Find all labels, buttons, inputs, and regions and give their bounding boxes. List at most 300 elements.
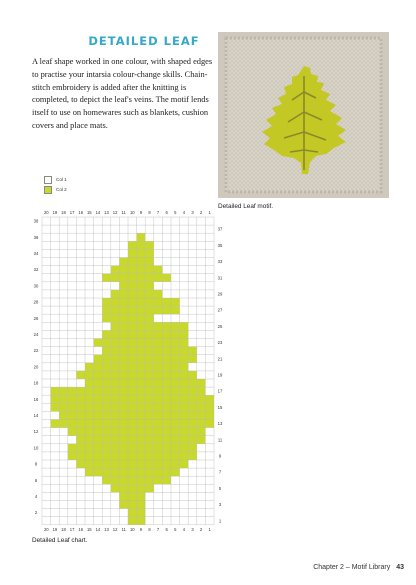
chart-cell	[85, 420, 94, 428]
chart-cell	[102, 379, 111, 387]
chart-cell	[119, 363, 128, 371]
chart-cell	[188, 355, 197, 363]
chart-cell	[102, 274, 111, 282]
chart-row-label-right: 21	[217, 356, 223, 362]
chart-cell	[111, 387, 120, 395]
chart-cell	[145, 436, 154, 444]
chart-cell	[171, 420, 180, 428]
chart-cell	[102, 420, 111, 428]
chart-cell	[162, 274, 171, 282]
chart-column-label-top: 2	[199, 210, 203, 215]
chart-cell	[119, 330, 128, 338]
chart-cell	[145, 403, 154, 411]
chart-cell	[111, 379, 120, 387]
chart-cell	[171, 322, 180, 330]
chart-cell	[94, 436, 103, 444]
chart-cell	[180, 444, 189, 452]
photo-caption: Detailed Leaf motif.	[218, 203, 274, 210]
chart-row-label-left: 32	[33, 267, 39, 273]
chart-column-label-top: 7	[156, 210, 160, 215]
chart-row-label-right: 5	[218, 485, 222, 491]
chart-cell	[119, 355, 128, 363]
chart-cell	[128, 517, 137, 525]
chart-cell	[180, 387, 189, 395]
legend-label-col1: Col 1	[56, 177, 67, 182]
chart-cell	[154, 468, 163, 476]
chart-cell	[180, 420, 189, 428]
chart-cell	[128, 403, 137, 411]
chart-cell	[85, 379, 94, 387]
chart-cell	[137, 322, 146, 330]
chart-cell	[137, 395, 146, 403]
chart-cell	[51, 420, 60, 428]
chart-cell	[137, 282, 146, 290]
chart-column-label-bottom: 5	[174, 526, 177, 532]
chart-cell	[154, 460, 163, 468]
chart-column-label-bottom: 19	[52, 526, 58, 532]
chart-cell	[137, 444, 146, 452]
chart-column-label-top: 5	[174, 210, 177, 215]
chart-cell	[171, 468, 180, 476]
chart-cell	[162, 436, 171, 444]
chart-cell	[188, 347, 197, 355]
page-footer	[313, 564, 404, 571]
chart-cell	[171, 330, 180, 338]
chart-cell	[102, 330, 111, 338]
chart-cell	[154, 420, 163, 428]
chart-row-label-left: 18	[33, 380, 39, 386]
chart-cell	[119, 411, 128, 419]
chart-cell	[180, 322, 189, 330]
chart-cell	[154, 444, 163, 452]
chart-column-label-bottom: 16	[78, 526, 84, 532]
chart-cell	[94, 460, 103, 468]
chart-cell	[111, 403, 120, 411]
chart-cell	[162, 428, 171, 436]
chart-cell	[94, 395, 103, 403]
chart-cell	[154, 403, 163, 411]
chart-cell	[128, 395, 137, 403]
chart-cell	[111, 484, 120, 492]
chart-cell	[137, 274, 146, 282]
chart-column-label-top: 14	[95, 210, 101, 215]
chart-cell	[102, 444, 111, 452]
chart-cell	[94, 403, 103, 411]
chart-cell	[111, 476, 120, 484]
chart-cell	[171, 428, 180, 436]
chart-cell	[145, 379, 154, 387]
chart-cell	[137, 298, 146, 306]
chart-row-label-right: 19	[217, 372, 223, 378]
chart-cell	[111, 452, 120, 460]
chart-cell	[145, 266, 154, 274]
chart-column-label-bottom: 10	[129, 526, 135, 532]
chart-cell	[102, 395, 111, 403]
chart-cell	[205, 420, 214, 428]
chart-cell	[137, 314, 146, 322]
chart-row-label-right: 1	[218, 518, 222, 524]
chart-cell	[102, 460, 111, 468]
chart-cell	[111, 411, 120, 419]
chart-cell	[119, 290, 128, 298]
chart-cell	[145, 314, 154, 322]
chart-cell	[205, 395, 214, 403]
chart-cell	[119, 484, 128, 492]
chart-cell	[145, 428, 154, 436]
chart-cell	[76, 428, 85, 436]
chart-cell	[111, 330, 120, 338]
chart-row-label-left: 10	[33, 445, 39, 451]
chart-cell	[76, 387, 85, 395]
chart-cell	[119, 460, 128, 468]
chart-cell	[94, 339, 103, 347]
chart-cell	[154, 363, 163, 371]
chart-cell	[94, 355, 103, 363]
chart-cell	[94, 387, 103, 395]
chart-cell	[128, 249, 137, 257]
chart-cell	[68, 420, 77, 428]
chart-row-label-left: 22	[33, 348, 39, 354]
chart-cell	[68, 387, 77, 395]
chart-cell	[171, 339, 180, 347]
chart-cell	[128, 266, 137, 274]
chart-cell	[145, 249, 154, 257]
chart-row-label-left: 34	[33, 250, 39, 256]
chart-cell	[137, 468, 146, 476]
chart-cell	[188, 403, 197, 411]
chart-cell	[128, 420, 137, 428]
chart-cell	[128, 460, 137, 468]
chart-cell	[76, 403, 85, 411]
chart-cell	[162, 452, 171, 460]
chart-column-label-bottom: 12	[112, 526, 118, 532]
chart-cell	[111, 468, 120, 476]
chart-cell	[111, 339, 120, 347]
chart-cell	[145, 339, 154, 347]
chart-row-label-left: 24	[33, 331, 39, 337]
chart-cell	[145, 363, 154, 371]
chart-cell	[171, 355, 180, 363]
chart-cell	[197, 411, 206, 419]
chart-cell	[85, 460, 94, 468]
chart-cell	[171, 444, 180, 452]
chart-row-label-right: 9	[218, 453, 222, 459]
chart-cell	[59, 403, 68, 411]
chart-column-label-top: 6	[165, 210, 168, 215]
chart-cell	[154, 306, 163, 314]
chart-cell	[145, 306, 154, 314]
chart-cell	[197, 428, 206, 436]
chart-cell	[197, 436, 206, 444]
chart-cell	[145, 298, 154, 306]
chart-row-label-left: 16	[33, 396, 39, 402]
chart-cell	[76, 452, 85, 460]
chart-cell	[162, 387, 171, 395]
chart-column-label-top: 10	[129, 210, 135, 215]
chart-cell	[180, 347, 189, 355]
footer-chapter: Chapter 2 – Motif Library	[313, 564, 391, 571]
chart-cell	[94, 420, 103, 428]
chart-cell	[180, 395, 189, 403]
chart-cell	[137, 347, 146, 355]
chart-cell	[102, 387, 111, 395]
chart-column-label-top: 17	[69, 210, 75, 215]
chart-column-label-bottom: 1	[208, 526, 211, 532]
chart-cell	[128, 314, 137, 322]
chart-cell	[145, 395, 154, 403]
chart-cell	[162, 379, 171, 387]
chart-cell	[68, 395, 77, 403]
chart-cell	[137, 476, 146, 484]
chart-cell	[162, 355, 171, 363]
chart-cell	[119, 501, 128, 509]
chart-column-label-bottom: 2	[199, 526, 203, 532]
chart-cell	[137, 501, 146, 509]
chart-cell	[197, 379, 206, 387]
chart-cell	[137, 460, 146, 468]
chart-cell	[111, 371, 120, 379]
chart-column-label-bottom: 14	[95, 526, 101, 532]
chart-cell	[102, 363, 111, 371]
chart-cell	[102, 355, 111, 363]
chart-column-label-bottom: 20	[43, 526, 49, 532]
chart-cell	[128, 371, 137, 379]
chart-cell	[162, 339, 171, 347]
chart-cell	[162, 420, 171, 428]
chart-cell	[145, 330, 154, 338]
chart-column-label-bottom: 13	[104, 526, 109, 532]
chart-cell	[128, 347, 137, 355]
chart-cell	[205, 411, 214, 419]
chart-cell	[145, 476, 154, 484]
chart-row-label-left: 30	[33, 283, 39, 289]
chart-cell	[137, 517, 146, 525]
chart-row-label-left: 20	[33, 364, 39, 370]
chart-cell	[111, 322, 120, 330]
chart-cell	[180, 436, 189, 444]
chart-cell	[94, 468, 103, 476]
chart-cell	[162, 298, 171, 306]
chart-cell	[180, 460, 189, 468]
chart-cell	[137, 233, 146, 241]
chart-column-label-top: 13	[104, 210, 109, 215]
chart-column-label-top: 16	[78, 210, 84, 215]
chart-cell	[154, 379, 163, 387]
chart-cell	[137, 249, 146, 257]
chart-cell	[180, 363, 189, 371]
chart-column-label-bottom: 17	[69, 526, 75, 532]
chart-cell	[145, 241, 154, 249]
chart-column-label-top: 18	[61, 210, 66, 215]
chart-column-label-bottom: 4	[182, 526, 186, 532]
chart-cell	[59, 387, 68, 395]
chart-row-label-right: 37	[217, 226, 223, 232]
intro-paragraph: A leaf shape worked in one colour, with shaped edges to practise your intarsia colour-change skills. Chain-stitch embroidery is added after the knitting is completed, to depict the leaf's veins. The motif lends itself to use on homewares such as blankets, cushion covers and place mats.	[32, 57, 213, 130]
chart-cell	[188, 395, 197, 403]
chart-cell	[128, 379, 137, 387]
chart-cell	[128, 509, 137, 517]
chart-cell	[119, 452, 128, 460]
chart-column-label-top: 12	[112, 210, 118, 215]
chart-cell	[171, 395, 180, 403]
chart-cell	[128, 258, 137, 266]
chart-cell	[76, 420, 85, 428]
chart-cell	[137, 452, 146, 460]
chart-cell	[119, 387, 128, 395]
chart-cell	[68, 452, 77, 460]
chart-cell	[102, 468, 111, 476]
chart-cell	[162, 322, 171, 330]
chart-row-label-left: 12	[33, 429, 39, 435]
chart-cell	[145, 460, 154, 468]
page-number: 43	[396, 564, 404, 571]
chart-cell	[119, 476, 128, 484]
chart-cell	[128, 290, 137, 298]
chart-cell	[68, 403, 77, 411]
chart-cell	[171, 347, 180, 355]
chart-cell	[145, 444, 154, 452]
chart-cell	[119, 395, 128, 403]
chart-row-label-right: 17	[217, 388, 223, 394]
chart-cell	[128, 322, 137, 330]
chart-cell	[171, 411, 180, 419]
chart-cell	[111, 306, 120, 314]
chart-cell	[162, 444, 171, 452]
chart-column-label-bottom: 3	[191, 526, 194, 532]
chart-cell	[154, 298, 163, 306]
chart-cell	[154, 347, 163, 355]
chart-cell	[128, 298, 137, 306]
chart-column-label-top: 20	[43, 210, 49, 215]
chart-cell	[171, 436, 180, 444]
chart-cell	[171, 460, 180, 468]
chart-row-label-left: 28	[33, 299, 39, 305]
chart-column-label-top: 1	[208, 210, 211, 215]
chart-cell	[68, 411, 77, 419]
chart-cell	[137, 403, 146, 411]
chart-cell	[119, 347, 128, 355]
chart-cell	[154, 290, 163, 298]
chart-cell	[145, 355, 154, 363]
chart-cell	[94, 379, 103, 387]
chart-cell	[111, 290, 120, 298]
chart-column-label-top: 3	[191, 210, 194, 215]
chart-column-label-bottom: 9	[139, 526, 143, 532]
chart-cell	[128, 241, 137, 249]
chart-column-label-bottom: 7	[156, 526, 160, 532]
chart-cell	[111, 274, 120, 282]
chart-cell	[128, 428, 137, 436]
chart-cell	[119, 322, 128, 330]
chart-cell	[128, 492, 137, 500]
chart-cell	[111, 347, 120, 355]
chart-column-label-bottom: 8	[148, 526, 151, 532]
chart-cell	[162, 330, 171, 338]
chart-cell	[119, 492, 128, 500]
chart-cell	[119, 403, 128, 411]
chart-cell	[111, 355, 120, 363]
chart-cell	[188, 444, 197, 452]
chart-cell	[102, 347, 111, 355]
chart-row-label-left: 2	[34, 510, 38, 516]
chart-cell	[59, 420, 68, 428]
chart-cell	[145, 387, 154, 395]
chart-cell	[137, 436, 146, 444]
chart-cell	[171, 387, 180, 395]
chart-cell	[162, 468, 171, 476]
chart-cell	[85, 444, 94, 452]
chart-cell	[137, 363, 146, 371]
chart-cell	[85, 387, 94, 395]
chart-caption: Detailed Leaf chart.	[32, 537, 88, 544]
chart-row-label-right: 23	[217, 340, 223, 346]
chart-cell	[111, 436, 120, 444]
chart-cell	[137, 411, 146, 419]
chart-cell	[137, 266, 146, 274]
chart-cell	[128, 476, 137, 484]
chart-column-label-top: 19	[52, 210, 58, 215]
chart-row-label-left: 8	[34, 461, 38, 467]
chart-cell	[145, 484, 154, 492]
chart-cell	[85, 452, 94, 460]
chart-row-label-right: 15	[217, 404, 223, 410]
chart-cell	[102, 436, 111, 444]
chart-cell	[137, 306, 146, 314]
chart-cell	[102, 298, 111, 306]
chart-cell	[188, 387, 197, 395]
chart-cell	[162, 476, 171, 484]
chart-row-label-right: 31	[217, 275, 223, 281]
chart-cell	[128, 363, 137, 371]
chart-cell	[137, 484, 146, 492]
chart-row-label-right: 11	[217, 437, 223, 443]
chart-cell	[119, 306, 128, 314]
chart-cell	[145, 347, 154, 355]
chart-cell	[162, 347, 171, 355]
chart-cell	[76, 460, 85, 468]
chart-cell	[162, 403, 171, 411]
chart-row-label-right: 7	[218, 469, 222, 475]
chart-cell	[128, 436, 137, 444]
chart-cell	[102, 371, 111, 379]
chart-cell	[102, 314, 111, 322]
motif-title: DETAILED LEAF	[88, 34, 200, 48]
chart-cell	[102, 403, 111, 411]
chart-cell	[59, 395, 68, 403]
chart-column-label-bottom: 11	[121, 526, 126, 532]
chart-cell	[111, 363, 120, 371]
chart-cell	[197, 403, 206, 411]
chart-cell	[137, 290, 146, 298]
chart-column-label-top: 8	[148, 210, 151, 215]
chart-cell	[197, 387, 206, 395]
chart-cell	[137, 355, 146, 363]
chart-cell	[85, 468, 94, 476]
chart-cell	[162, 363, 171, 371]
chart-cell	[154, 330, 163, 338]
chart-cell	[85, 395, 94, 403]
chart-cell	[94, 411, 103, 419]
chart-column-label-bottom: 18	[61, 526, 66, 532]
chart-cell	[119, 436, 128, 444]
chart-cell	[128, 444, 137, 452]
chart-cell	[188, 379, 197, 387]
chart-cell	[162, 306, 171, 314]
chart-cell	[137, 509, 146, 517]
chart-cell	[154, 452, 163, 460]
chart-cell	[119, 428, 128, 436]
chart-row-label-right: 29	[217, 291, 223, 297]
